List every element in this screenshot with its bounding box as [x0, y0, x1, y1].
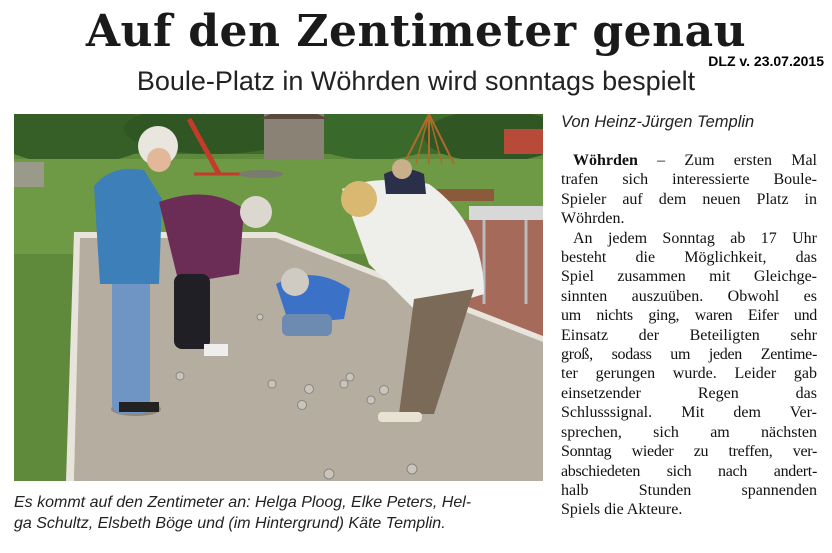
article-line: groß, sodass um jeden Zentime- — [561, 346, 817, 364]
article-body — [561, 151, 817, 520]
article-place: Wöhrden — [573, 152, 638, 169]
article-headline: Auf den Zentimeter genau — [85, 6, 747, 57]
article-line: Wöhrden. — [561, 210, 625, 228]
article-line: An jedem Sonntag ab 17 Uhr — [573, 229, 817, 247]
source-dateline: DLZ v. 23.07.2015 — [708, 53, 824, 69]
article-line: trafen sich interessierte Boule- — [561, 171, 817, 189]
author-byline: Von Heinz-Jürgen Templin — [561, 113, 755, 131]
article-line: besteht die Möglichkeit, das — [561, 249, 817, 267]
caption-line: ga Schultz, Elsbeth Böge und (im Hintergrund) Käte Templin. — [14, 515, 446, 532]
article-line: Spiels die Akteure. — [561, 501, 683, 519]
article-line: halb Stunden spannenden — [561, 481, 817, 499]
article-line: Spieler auf dem neuen Platz in — [561, 190, 817, 208]
photo-caption — [14, 492, 544, 534]
article-line: abschiedeten sich nach andert- — [561, 462, 817, 480]
article-line: um nichts ging, waren Eifer und — [561, 307, 817, 325]
article-line: sinnten auszuüben. Obwohl es — [561, 287, 817, 305]
article-line — [561, 151, 817, 170]
article-line: Schlusssignal. Mit dem Ver- — [561, 404, 817, 422]
article-line: Einsatz der Beteiligten sehr — [561, 326, 817, 344]
article-line-text: – Zum ersten Mal — [637, 152, 817, 169]
article-photo — [14, 114, 543, 481]
article-line: Spiel zusammen mit Gleichge- — [561, 268, 817, 286]
article-line: einsetzender Regen das — [561, 384, 817, 402]
caption-line: Es kommt auf den Zentimeter an: Helga Ploog, Elke Peters, Hel- — [14, 494, 472, 511]
article-line: Sonntag wieder zu treffen, ver- — [561, 443, 817, 461]
article-line: sprechen, sich am nächsten — [561, 423, 817, 441]
article-subheadline: Boule-Platz in Wöhrden wird sonntags bespielt — [136, 66, 696, 96]
article-line: ter gerungen wurde. Leider gab — [561, 365, 817, 383]
